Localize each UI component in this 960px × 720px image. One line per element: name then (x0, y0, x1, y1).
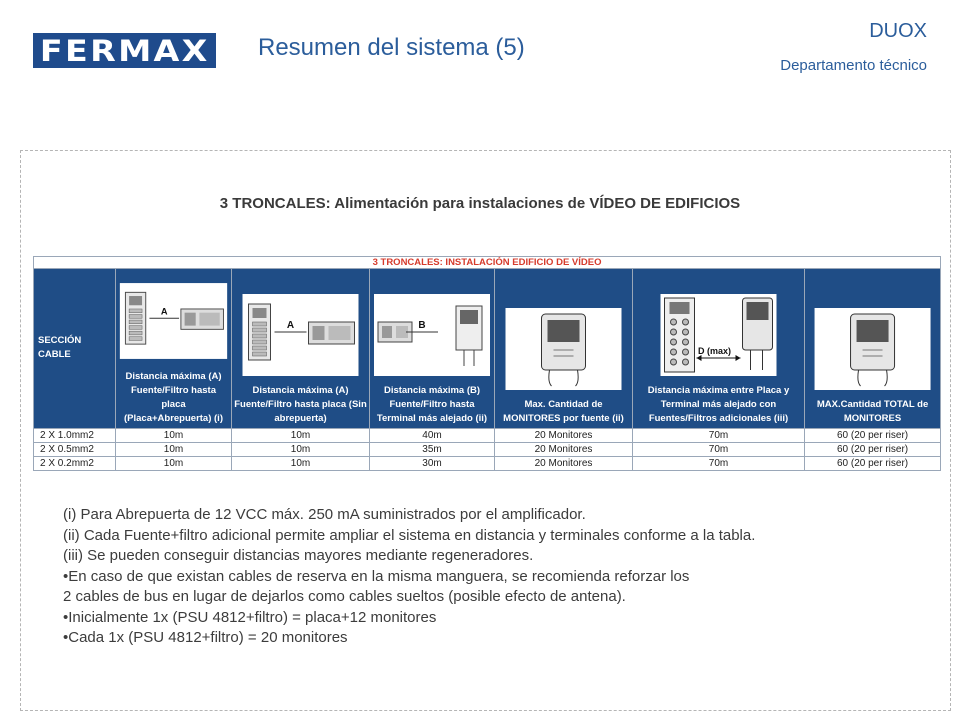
table-cell: 10m (116, 429, 232, 443)
table-cell: 40m (370, 429, 495, 443)
note-line: 2 cables de bus en lugar de dejarlos como cables sueltos (posible efecto de antena). (63, 588, 626, 605)
panel-to-psu-diagram-icon (234, 292, 367, 378)
column-header-label: Max. Cantidad de MONITORES por fuente (ii) (503, 399, 624, 424)
table-cell: 10m (116, 457, 232, 471)
note-line: (ii) Cada Fuente+filtro adicional permite ampliar el sistema en distancia y terminales conforme a la tabla. (63, 526, 756, 544)
note-line: •Cada 1x (PSU 4812+filtro) = 20 monitores (63, 629, 348, 646)
column-header (34, 269, 116, 429)
table-row (34, 443, 941, 457)
column-header (805, 269, 941, 429)
table-cell: 70m (633, 429, 805, 443)
table-cell: 20 Monitores (495, 457, 633, 471)
table-cell: 70m (633, 443, 805, 457)
table-cell: 20 Monitores (495, 429, 633, 443)
spec-table (33, 256, 941, 471)
table-cell: 30m (370, 457, 495, 471)
table-cell: 10m (116, 443, 232, 457)
table-cell: 70m (633, 457, 805, 471)
table-cell: 10m (232, 443, 370, 457)
column-header-label: Distancia máxima (B) Fuente/Filtro hasta Terminal más alejado (ii) (376, 385, 488, 424)
column-header (232, 269, 370, 429)
column-header-label: Distancia máxima (A) Fuente/Filtro hasta placa (Placa+Abrepuerta) (i) (124, 371, 223, 424)
department-label: Departamento técnico (780, 57, 927, 74)
svg-text:A: A (160, 306, 168, 317)
table-row (34, 429, 941, 443)
note-line: •Inicialmente 1x (PSU 4812+filtro) = placa+12 monitores (63, 608, 437, 626)
fermax-logo (33, 33, 216, 68)
table-cell: 2 X 0.5mm2 (34, 443, 116, 457)
column-header-label: Distancia máxima (A) Fuente/Filtro hasta placa (Sin abrepuerta) (234, 385, 367, 424)
svg-text:A: A (286, 320, 295, 331)
panel-to-psu-diagram-icon (118, 278, 229, 364)
logo-text: FERMAX (39, 33, 210, 68)
note-line: •En caso de que existan cables de reserva en la misma manguera, se recomienda reforzar los (63, 567, 690, 585)
column-header-label: SECCIÓN CABLE (38, 334, 82, 360)
table-cell: 10m (232, 457, 370, 471)
table-row (34, 457, 941, 471)
svg-text:B: B (418, 320, 426, 331)
table-cell: 20 Monitores (495, 443, 633, 457)
monitor-icon (807, 306, 938, 392)
column-header (633, 269, 805, 429)
table-cell: 60 (20 per riser) (805, 429, 941, 443)
column-header-label: Distancia máxima entre Placa y Terminal más alejado con Fuentes/Filtros adicionales (iii) (647, 385, 790, 424)
table-cell: 2 X 0.2mm2 (34, 457, 116, 471)
psu-to-monitor-diagram-icon (372, 292, 492, 378)
note-line: (iii) Se pueden conseguir distancias mayores mediante regeneradores. (63, 547, 534, 564)
section-subtitle: 3 TRONCALES: Alimentación para instalaciones de VÍDEO DE EDIFICIOS (219, 195, 741, 212)
table-cell: 60 (20 per riser) (805, 457, 941, 471)
table-cell: 35m (370, 443, 495, 457)
column-header (370, 269, 495, 429)
svg-text:D (max): D (max) (697, 346, 732, 356)
footnotes (63, 505, 755, 649)
column-header-label: MAX.Cantidad TOTAL de MONITORES (816, 399, 929, 424)
note-line: (i) Para Abrepuerta de 12 VCC máx. 250 mA suministrados por el amplificador. (63, 506, 586, 523)
brand-label: DUOX (869, 20, 927, 42)
column-header (116, 269, 232, 429)
monitor-icon (497, 306, 630, 392)
table-cell: 2 X 1.0mm2 (34, 429, 116, 443)
table-caption: 3 TRONCALES: INSTALACIÓN EDIFICIO DE VÍDEO (34, 257, 941, 269)
table-cell: 10m (232, 429, 370, 443)
table-cell: 60 (20 per riser) (805, 443, 941, 457)
table-header-row (34, 269, 941, 429)
page-title: Resumen del sistema (5) (258, 34, 525, 61)
panel-to-monitor-diagram-icon (635, 292, 802, 378)
column-header (495, 269, 633, 429)
